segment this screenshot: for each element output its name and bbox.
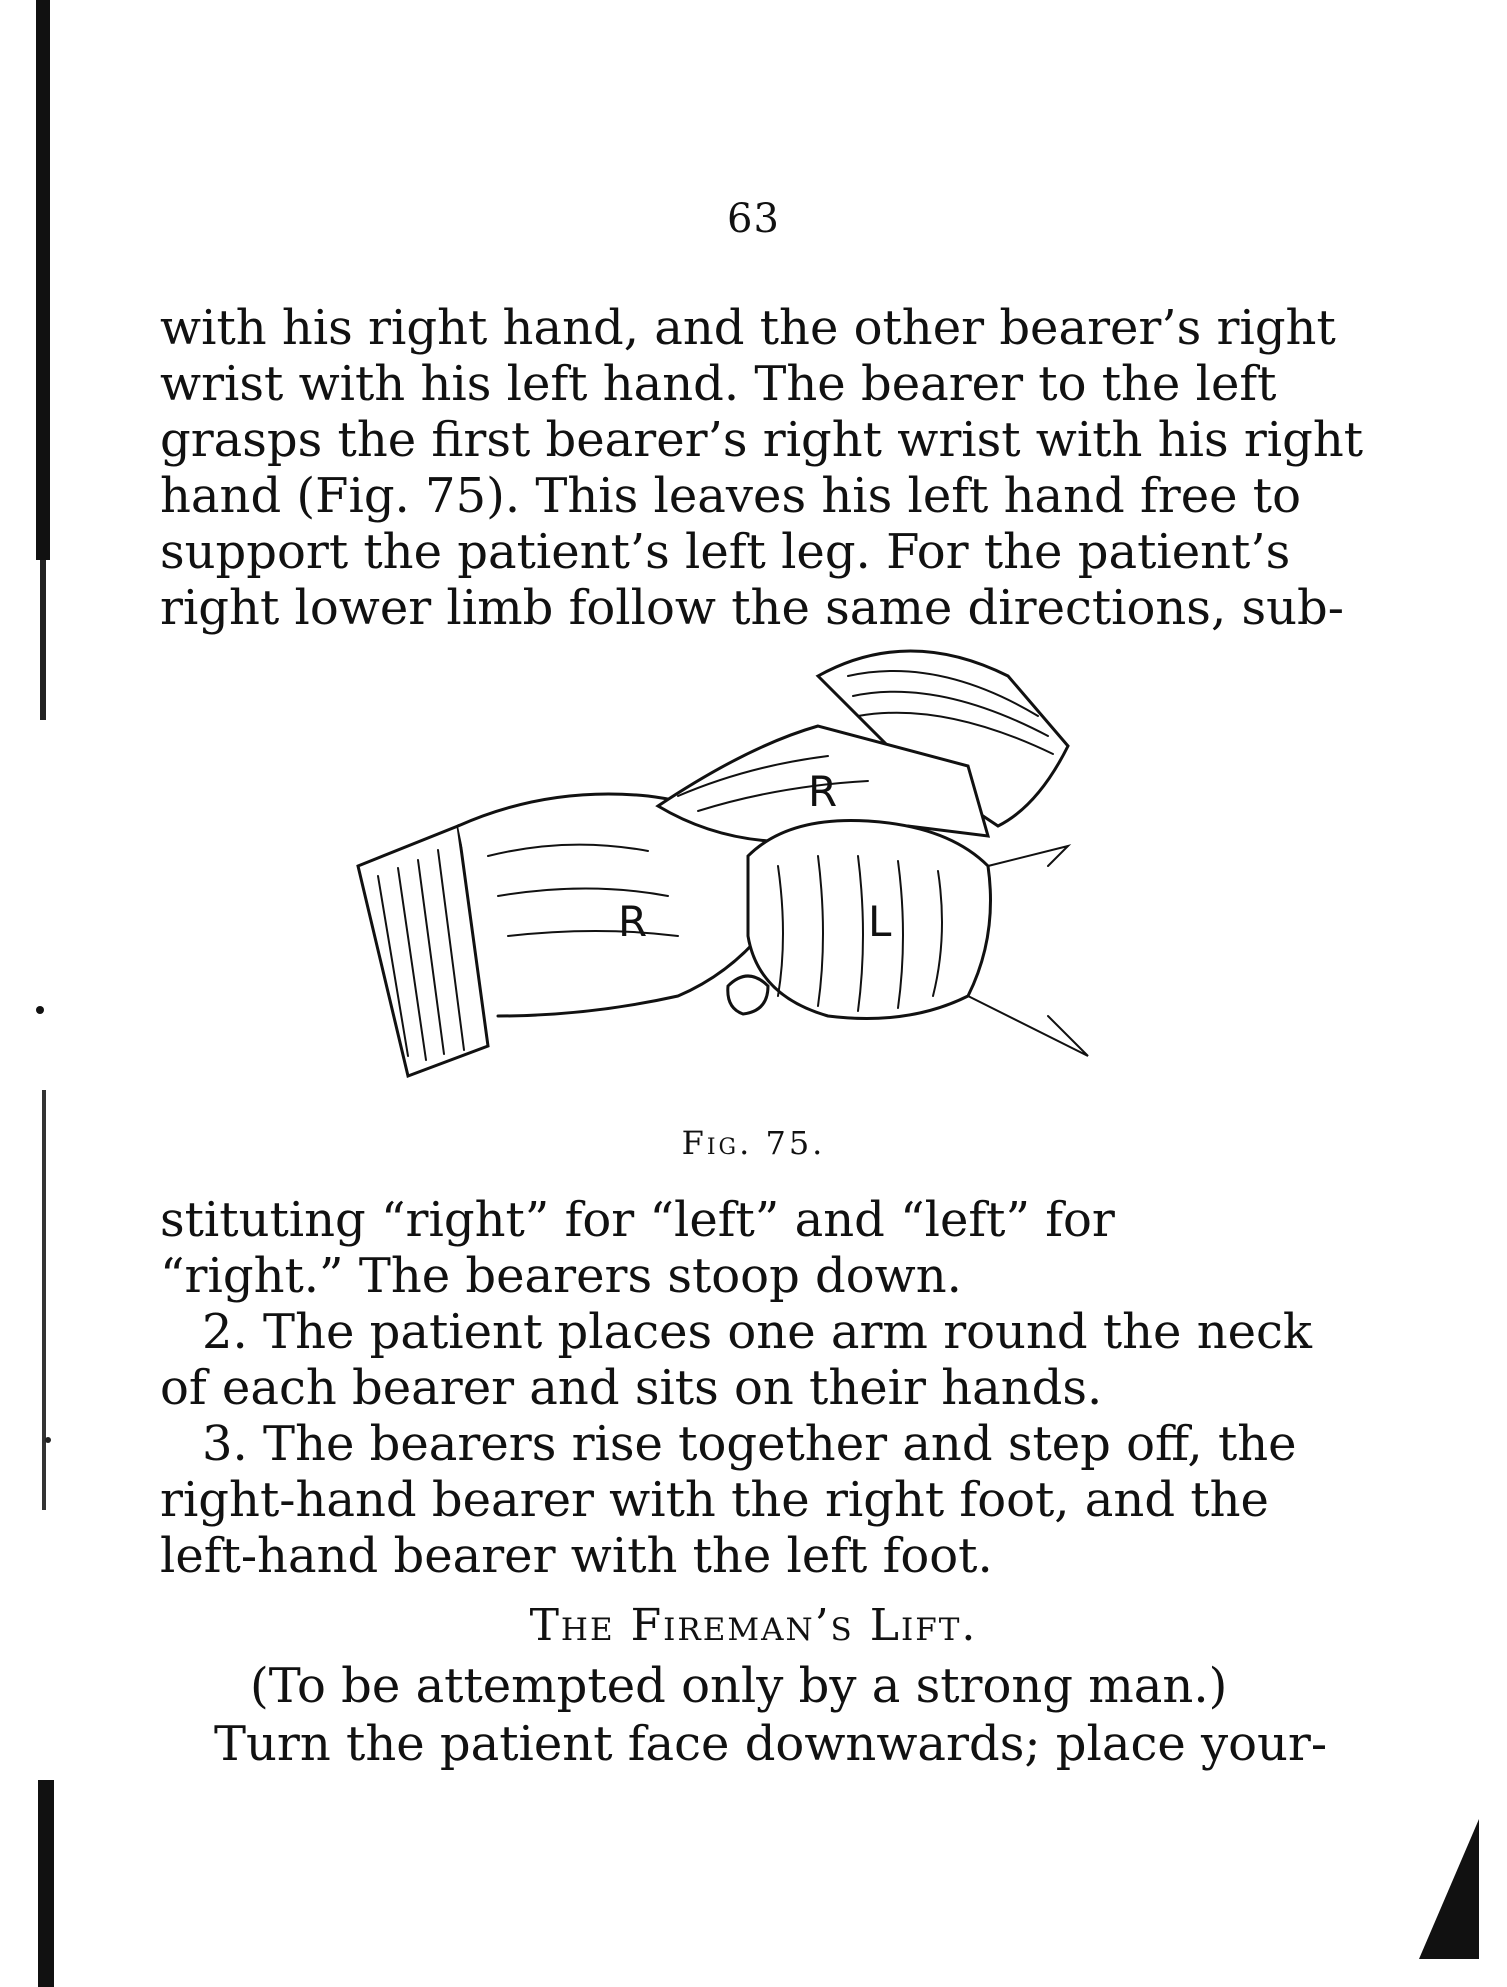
scan-corner-mark <box>1419 1819 1479 1959</box>
text-line: grasps the first bearer’s right wrist with his right <box>160 412 1364 468</box>
section-note: (To be attempted only by a strong man.) <box>250 1658 1228 1714</box>
text-line: “right.” The bearers stoop down. <box>160 1248 962 1304</box>
figure-label-l: L <box>868 897 892 946</box>
caption-number: 75. <box>765 1124 826 1162</box>
paragraph-top <box>160 300 1364 636</box>
text-line: hand (Fig. 75). This leaves his left hand free to <box>160 468 1301 524</box>
text-line: Turn the patient face downwards; place your- <box>214 1716 1328 1772</box>
text-line: left-hand bearer with the left foot. <box>160 1528 993 1584</box>
page-number: 63 <box>727 196 780 242</box>
text-line: right lower limb follow the same directions, sub- <box>160 580 1344 636</box>
hands-grasp-illustration <box>348 636 1108 1086</box>
figure-caption <box>0 1124 1507 1162</box>
figure-label-r-upper: R <box>808 767 838 816</box>
text-line: support the patient’s left leg. For the patient’s <box>160 524 1291 580</box>
text-line: wrist with his left hand. The bearer to the left <box>160 356 1277 412</box>
scan-binding-edge <box>28 0 68 1987</box>
text-line: right-hand bearer with the right foot, and the <box>160 1472 1269 1528</box>
caption-prefix: Fig. <box>681 1124 753 1162</box>
figure-label-r-lower: R <box>618 897 648 946</box>
text-line: stituting “right” for “left” and “left” for <box>160 1192 1115 1248</box>
section-heading: The Fireman’s Lift. <box>529 1600 978 1651</box>
text-line: 2. The patient places one arm round the neck <box>202 1304 1312 1360</box>
paragraph-bottom <box>160 1192 1338 1584</box>
text-line: with his right hand, and the other bearer’s right <box>160 300 1336 356</box>
text-line: 3. The bearers rise together and step off, the <box>202 1416 1297 1472</box>
text-line: of each bearer and sits on their hands. <box>160 1360 1103 1416</box>
